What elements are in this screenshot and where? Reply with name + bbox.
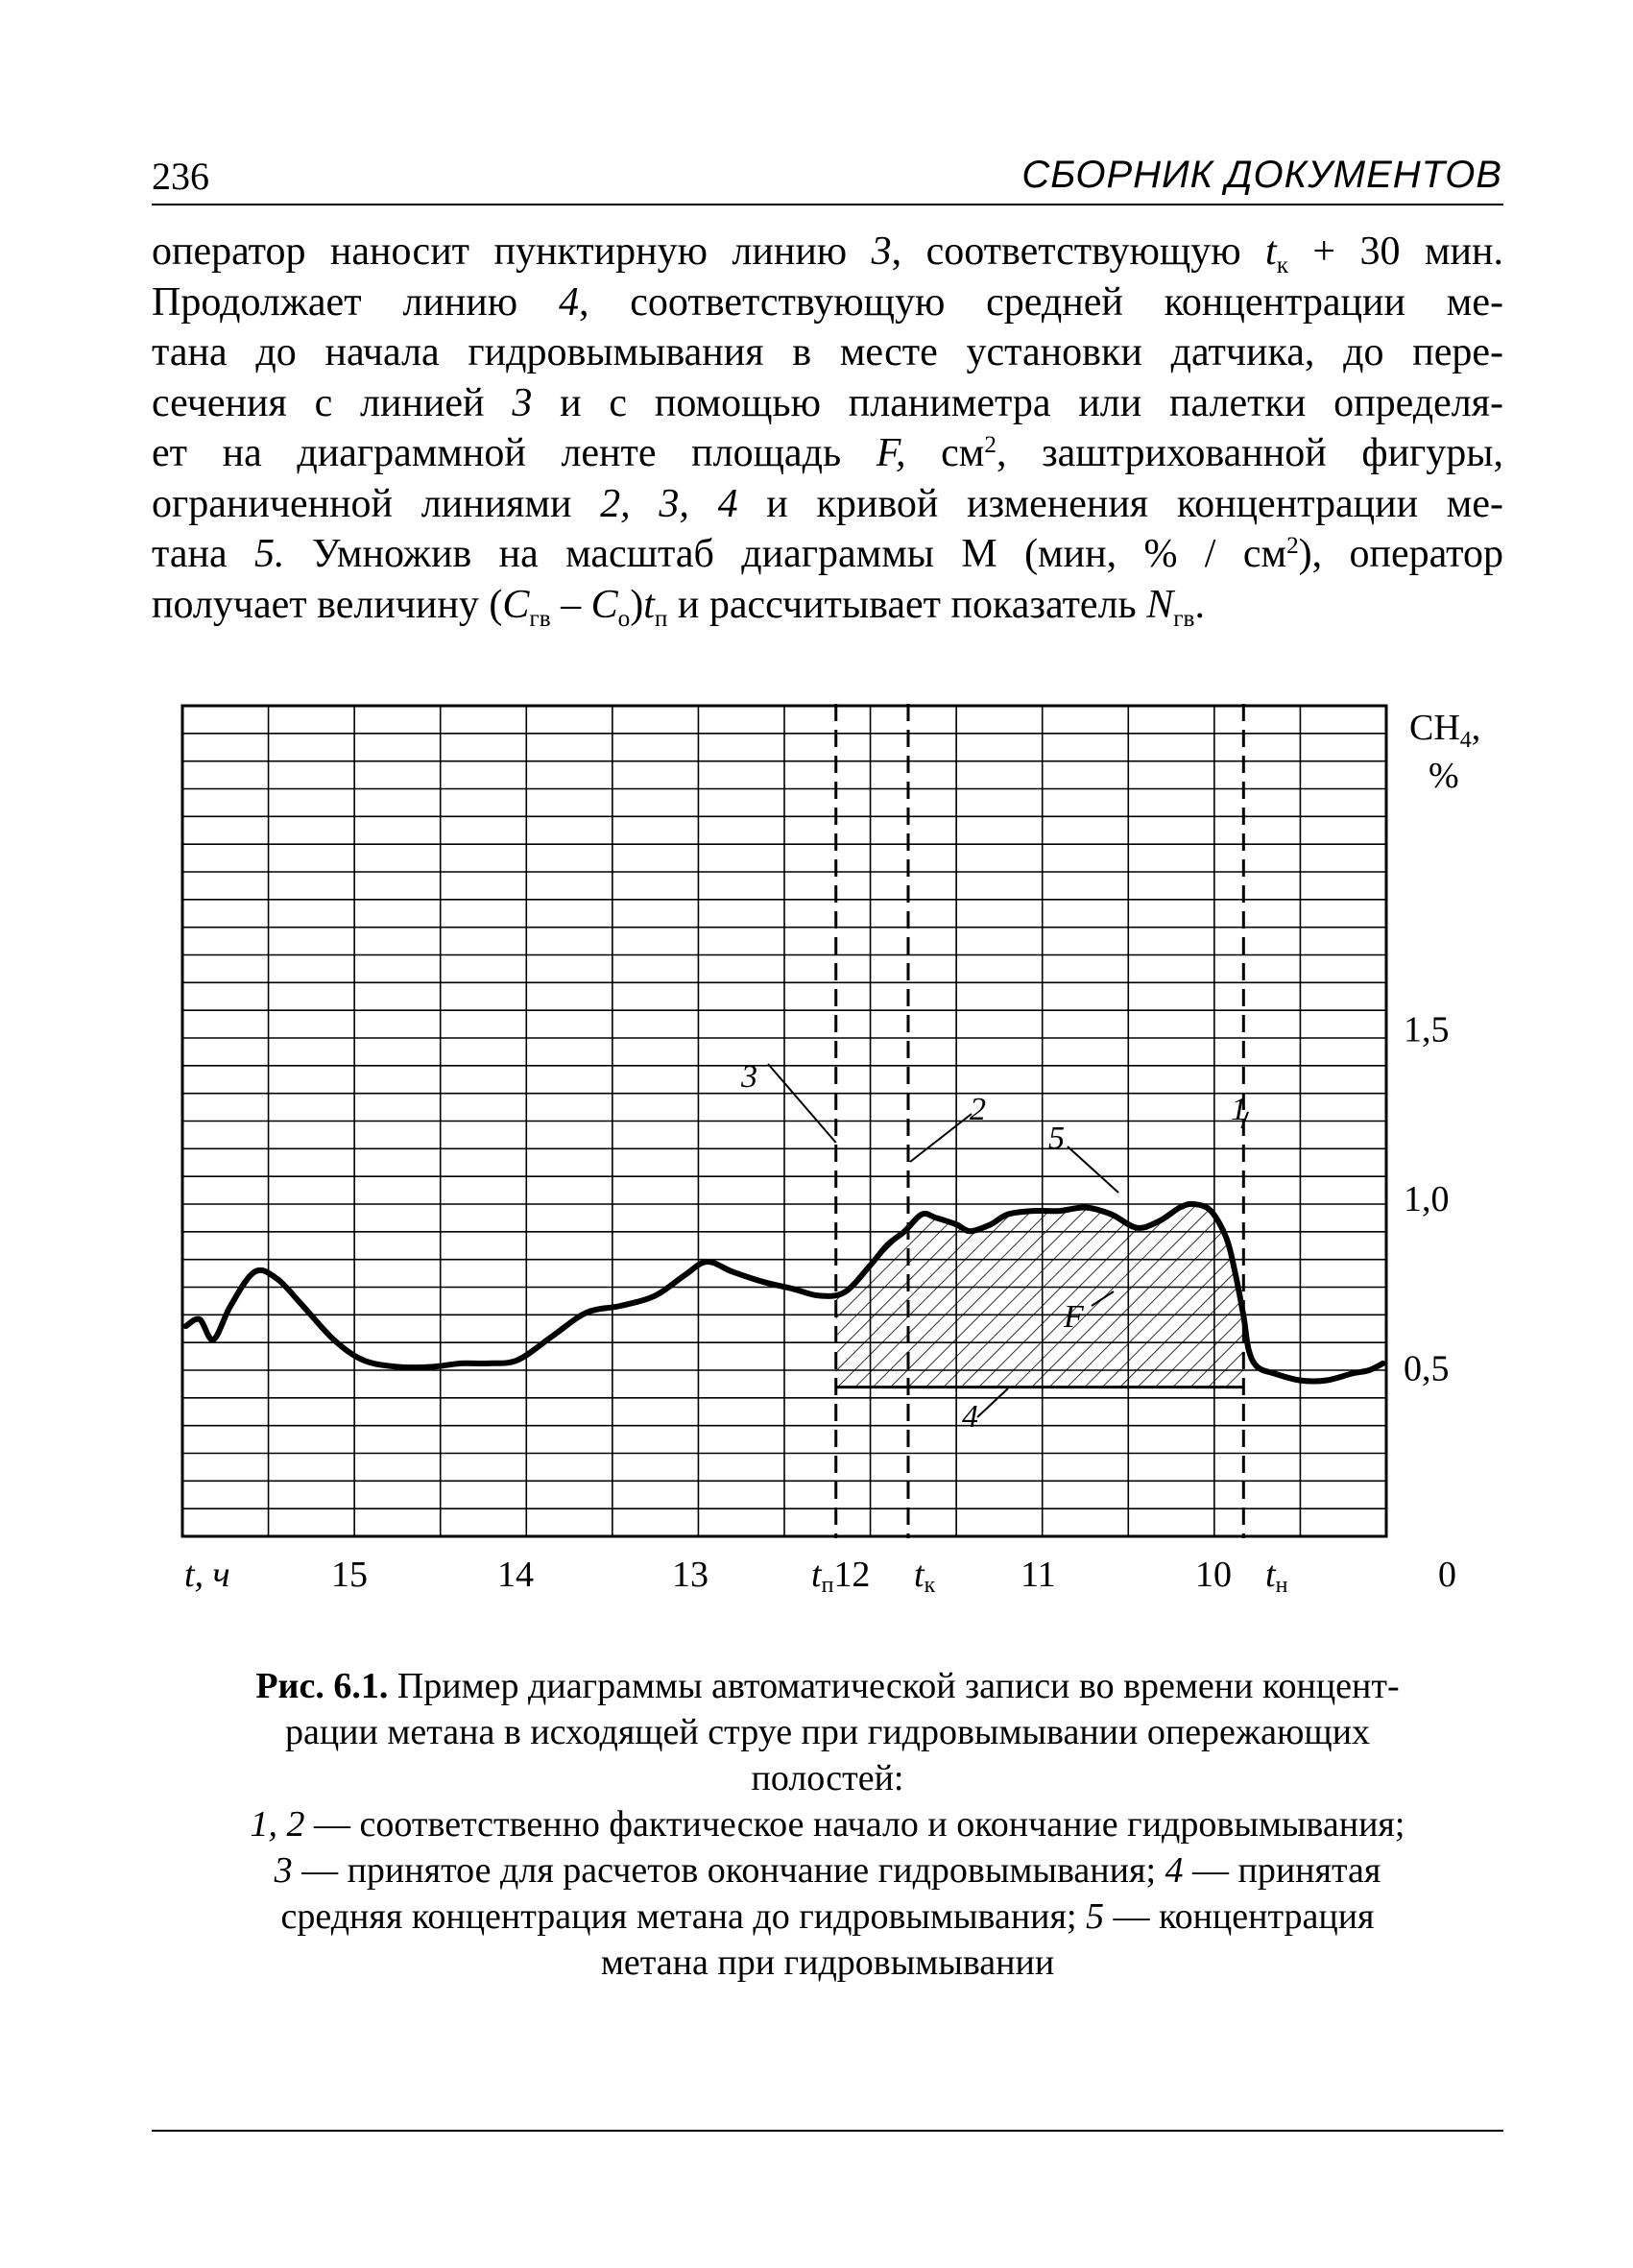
y-tick-label: 0,5: [1404, 1348, 1450, 1389]
body-line-2: Продолжает линию 4, соответствующую средней концентрации ме-: [152, 279, 1503, 325]
annotation-3: 3: [741, 1059, 757, 1095]
body-line-7: тана 5. Умножив на масштаб диаграммы М (мин, % / $см^2$), оператор: [152, 532, 1503, 576]
x-tick-label: 0: [1438, 1555, 1456, 1595]
leader-3: [768, 1064, 836, 1143]
body-line-6: ограниченной линиями 2, 3, 4 и кривой изменения концентрации ме-: [152, 481, 1504, 526]
annotation-5: 5: [1048, 1121, 1065, 1156]
x-axis-label: t, ч: [184, 1555, 230, 1595]
x-marker-tk: tк: [914, 1555, 936, 1598]
body-line-1: оператор наносит пунктирную линию 3, соответствующую $t_к + 30$ мин.: [152, 229, 1504, 278]
leader-4: [977, 1388, 1008, 1417]
leader-5: [1068, 1146, 1118, 1193]
x-tick-label: 14: [497, 1555, 534, 1595]
page-number: 236: [152, 155, 209, 198]
figure-caption: [152, 1663, 1503, 1986]
annotation-2: 2: [970, 1092, 986, 1127]
footer-rule: [152, 2130, 1503, 2132]
body-line-5: ет на диаграммной ленте площадь F, $см^2$, заштрихованной фигуры,: [152, 431, 1503, 475]
running-title: СБОРНИК ДОКУМЕНТОВ: [1021, 154, 1502, 196]
body-line-8: получает величину $(C_{гв} - C_о)t_п$ и рассчитывает показатель $N_{гв}$.: [152, 582, 1205, 632]
x-marker-tn: tн: [1265, 1555, 1288, 1598]
x-tick-label: 15: [331, 1555, 368, 1595]
x-tick-label-tp12: tп12: [811, 1555, 871, 1598]
annotation-1: 1: [1231, 1092, 1247, 1127]
annotation-4: 4: [962, 1399, 978, 1435]
caption-line-3: полостей:: [751, 1758, 904, 1798]
annotation-F: F: [1064, 1299, 1084, 1335]
y-axis-label: $CH_4$,: [1409, 708, 1481, 753]
y-tick-label: 1,5: [1404, 1009, 1450, 1050]
y-tick-label: 1,0: [1404, 1178, 1450, 1219]
x-tick-label: 11: [1021, 1555, 1056, 1595]
caption-line-4: 1, 2 — соответственно фактическое начало и окончание гидровымывания;: [250, 1804, 1405, 1845]
y-axis-unit: %: [1429, 756, 1459, 796]
chart-grid: [182, 706, 1386, 1536]
caption-line-7: метана при гидровымывании: [600, 1942, 1055, 1983]
caption-line-2: рации метана в исходящей струе при гидровымывании опережающих: [284, 1712, 1371, 1752]
body-line-3: тана до начала гидровымывания в месте установки датчика, до пере-: [152, 330, 1503, 374]
caption-line-1: Рис. 6.1. Пример диаграммы автоматической записи во времени концент-: [255, 1666, 1400, 1706]
caption-line-5: 3 — принятое для расчетов окончание гидровымывания; 4 — принятая: [274, 1850, 1381, 1891]
x-tick-label: 10: [1195, 1555, 1232, 1595]
caption-line-6: средняя концентрация метана до гидровымывания; 5 — концентрация: [280, 1896, 1375, 1937]
body-line-4: сечения с линией 3 и с помощью планиметра или палетки определя-: [152, 380, 1503, 425]
x-tick-label: 13: [672, 1555, 708, 1595]
